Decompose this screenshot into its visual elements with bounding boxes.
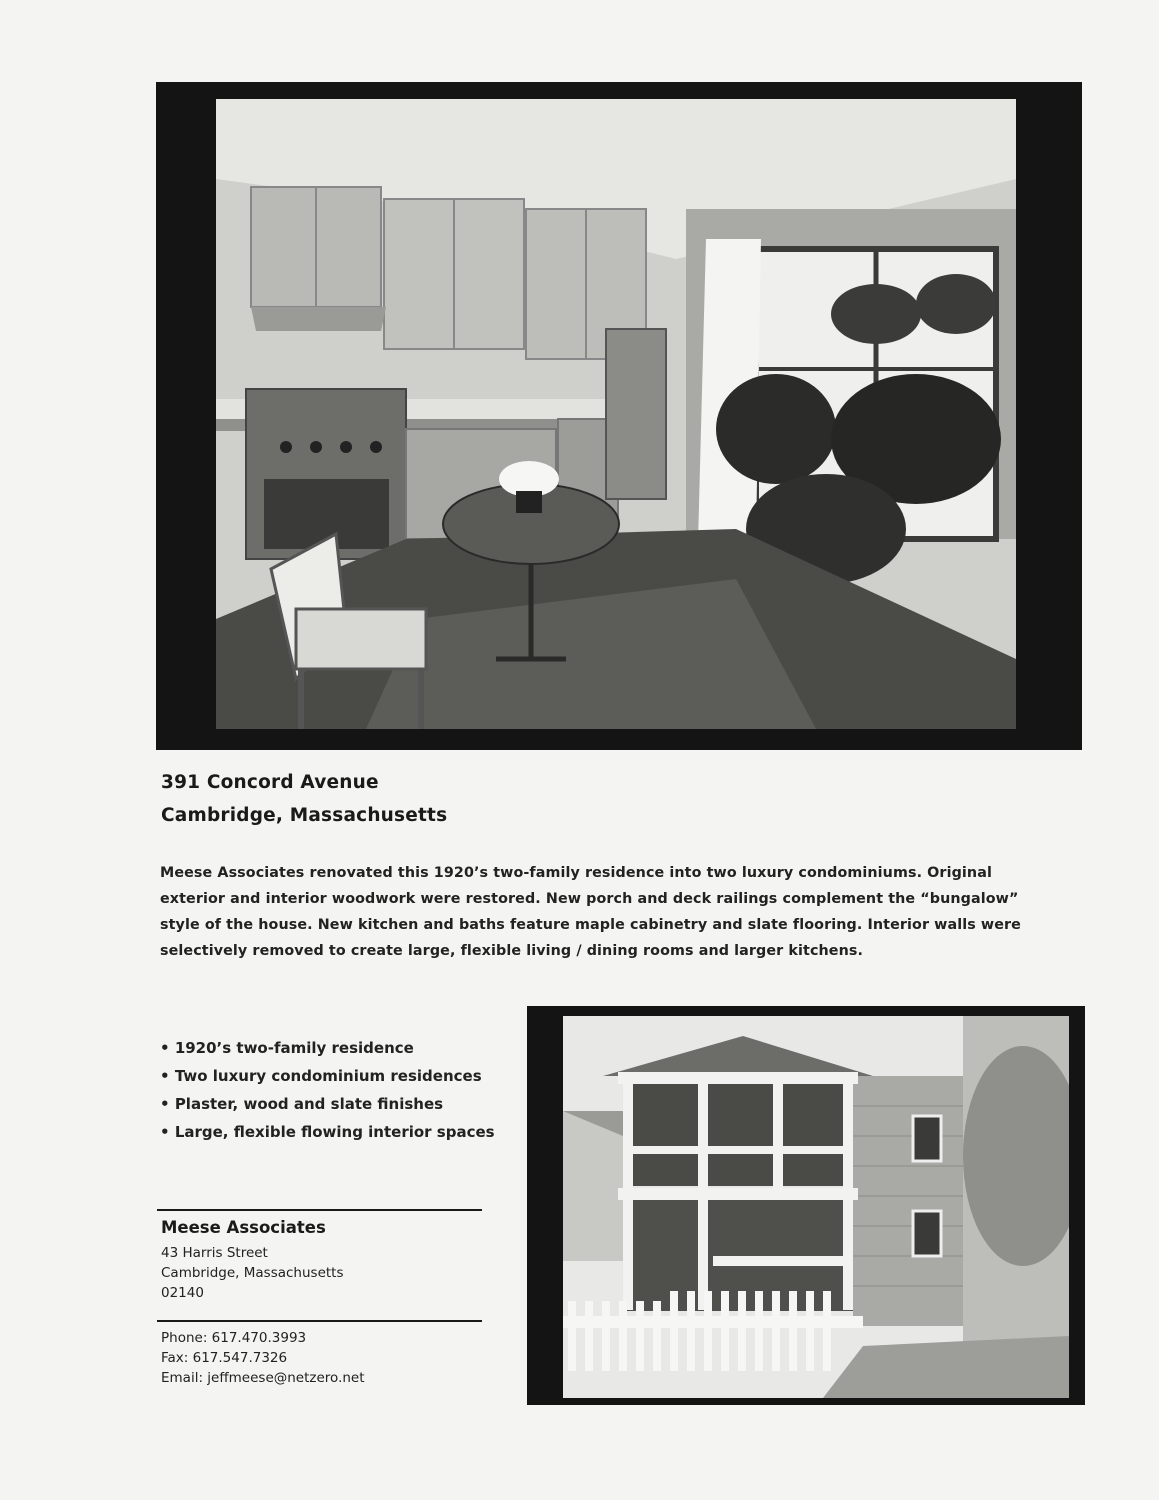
address-zip: 02140: [161, 1285, 204, 1301]
kitchen-image: [216, 99, 1016, 729]
fax-number: Fax: 617.547.7326: [161, 1350, 288, 1366]
divider: [157, 1320, 482, 1322]
project-description: Meese Associates renovated this 1920’s two-family residence into two luxury condominiums. Original exterior and interior woodwork were restored. New porch and deck railings complement the “bungalow” style of the house. New kitchen and baths feature maple cabinetry and slate flooring. Interior walls were selectively removed to create large, flexible living / dining rooms and larger kitchens.: [160, 865, 1021, 959]
kitchen-photo: [156, 82, 1082, 750]
house-photo: [527, 1006, 1085, 1405]
house-image: [563, 1016, 1069, 1398]
phone-number: Phone: 617.470.3993: [161, 1330, 307, 1346]
divider: [157, 1209, 482, 1211]
feature-list: [160, 1034, 495, 1146]
list-item: • Plaster, wood and slate finishes: [160, 1090, 495, 1118]
list-item: • 1920’s two-family residence: [160, 1034, 495, 1062]
project-address: 391 Concord Avenue: [161, 772, 379, 793]
address-street: 43 Harris Street: [161, 1245, 268, 1261]
firm-name: Meese Associates: [161, 1218, 326, 1237]
project-city: Cambridge, Massachusetts: [161, 805, 448, 826]
list-item: • Two luxury condominium residences: [160, 1062, 495, 1090]
address-city: Cambridge, Massachusetts: [161, 1265, 344, 1281]
email-address: Email: jeffmeese@netzero.net: [161, 1370, 365, 1386]
list-item: • Large, flexible flowing interior spaces: [160, 1118, 495, 1146]
